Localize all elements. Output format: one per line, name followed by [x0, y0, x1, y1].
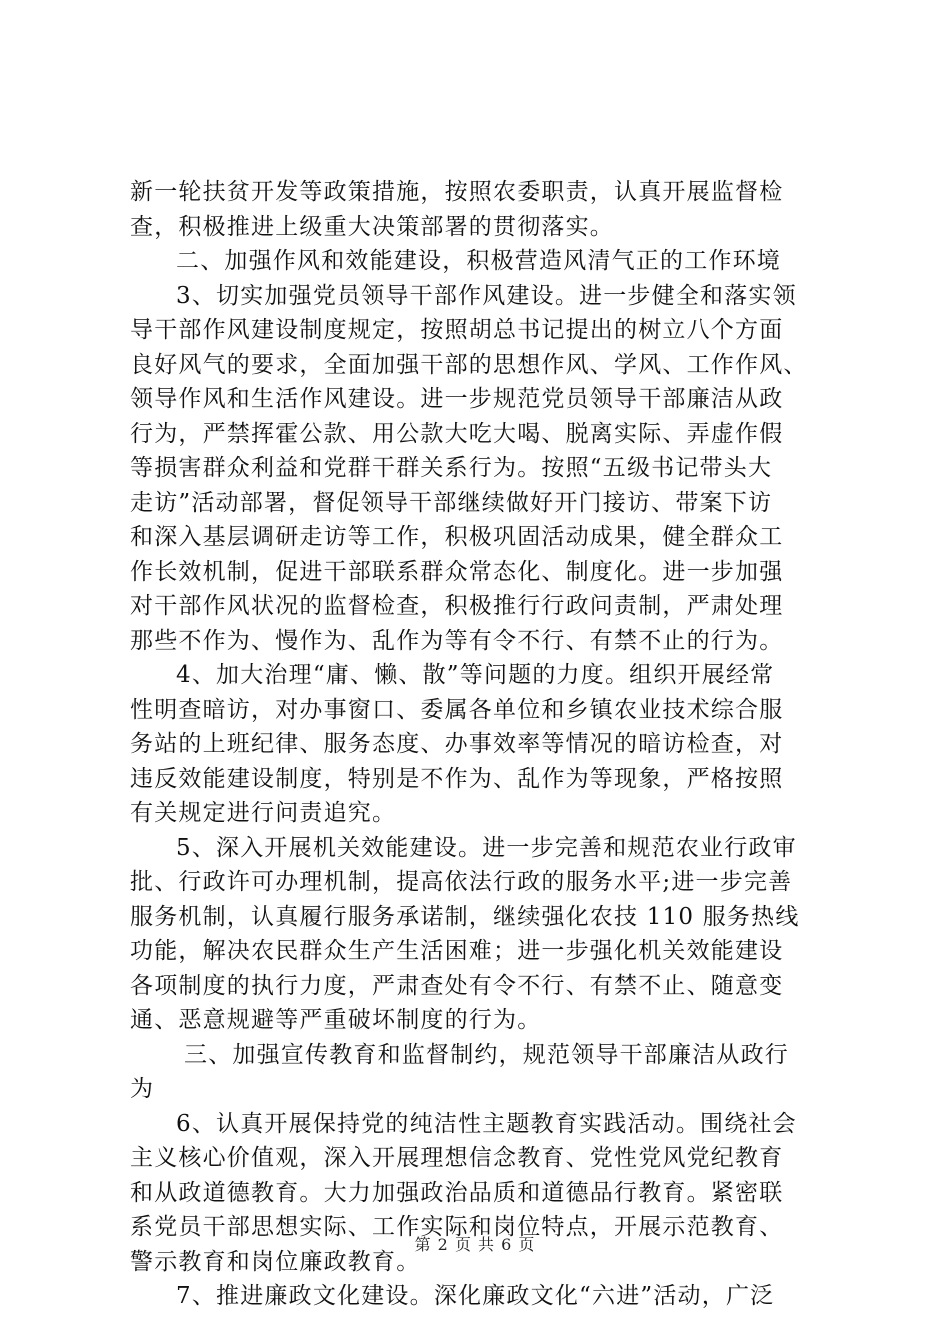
text-line: 为: [130, 1076, 155, 1102]
document-body: [130, 175, 850, 1314]
text-line: 5、深入开展机关效能建设。进一步完善和规范农业行政审: [176, 834, 797, 861]
text-line: 性明查暗访，对办事窗口、委属各单位和乡镇农业技术综合服: [130, 696, 784, 723]
text-line: 各项制度的执行力度，严肃查处有令不行、有禁不止、随意变: [130, 972, 784, 999]
text-line: 二、加强作风和效能建设，积极营造风清气正的工作环境: [176, 248, 781, 274]
text-line: 新一轮扶贫开发等政策措施，按照农委职责，认真开展监督检: [130, 179, 784, 205]
text-line: 批、行政许可办理机制，提高依法行政的服务水平;进一步完善: [130, 869, 793, 895]
text-line: 行为，严禁挥霍公款、用公款大吃大喝、脱离实际、弄虚作假: [130, 420, 784, 447]
text-line: 走访”活动部署，督促领导干部继续做好开门接访、带案下访: [130, 489, 773, 516]
text-line: 系党员干部思想实际、工作实际和岗位特点，开展示范教育、: [130, 1214, 784, 1240]
text-line: 查，积极推进上级重大决策部署的贯彻落实。: [130, 213, 614, 240]
text-line: 4、加大治理“庸、懒、散”等问题的力度。组织开展经常: [176, 662, 775, 688]
text-line: 有关规定进行问责追究。: [130, 800, 397, 826]
text-line: 务站的上班纪律、服务态度、办事效率等情况的暗访检查，对: [130, 731, 784, 757]
text-line: 对干部作风状况的监督检查，积极推行行政问责制，严肃处理: [130, 593, 784, 619]
text-line: 和从政道德教育。大力加强政治品质和道德品行教育。紧密联: [130, 1179, 784, 1206]
text-line: 违反效能建设制度，特别是不作为、乱作为等现象，严格按照: [130, 765, 784, 792]
text-line: 良好风气的要求，全面加强干部的思想作风、学风、工作作风、: [130, 351, 808, 378]
text-line: 导干部作风建设制度规定，按照胡总书记提出的树立八个方面: [130, 317, 784, 343]
text-line: 6、认真开展保持党的纯洁性主题教育实践活动。围绕社会: [176, 1110, 797, 1137]
page-footer: 第 2 页 共 6 页: [414, 1235, 536, 1254]
text-line: 3、切实加强党员领导干部作风建设。进一步健全和落实领: [176, 282, 797, 309]
text-line: 等损害群众利益和党群干群关系行为。按照“五级书记带头大: [130, 455, 773, 481]
text-line: 通、恶意规避等严重破坏制度的行为。: [130, 1007, 542, 1033]
text-line: 服务机制，认真履行服务承诺制，继续强化农技 110 服务热线: [130, 903, 800, 930]
text-line: 警示教育和岗位廉政教育。: [130, 1248, 421, 1275]
text-line: 三、加强宣传教育和监督制约，规范领导干部廉洁从政行: [184, 1041, 789, 1068]
text-line: 那些不作为、慢作为、乱作为等有令不行、有禁不止的行为。: [130, 627, 784, 654]
text-line: 主义核心价值观，深入开展理想信念教育、党性党风党纪教育: [130, 1145, 784, 1171]
text-line: 和深入基层调研走访等工作，积极巩固活动成果，健全群众工: [130, 524, 784, 550]
text-line: 7、推进廉政文化建设。深化廉政文化“六进”活动，广泛: [176, 1283, 775, 1309]
text-line: 领导作风和生活作风建设。进一步规范党员领导干部廉洁从政: [130, 386, 784, 412]
text-line: 作长效机制，促进干部联系群众常态化、制度化。进一步加强: [130, 558, 784, 585]
text-line: 功能，解决农民群众生产生活困难；进一步强化机关效能建设: [130, 938, 784, 964]
